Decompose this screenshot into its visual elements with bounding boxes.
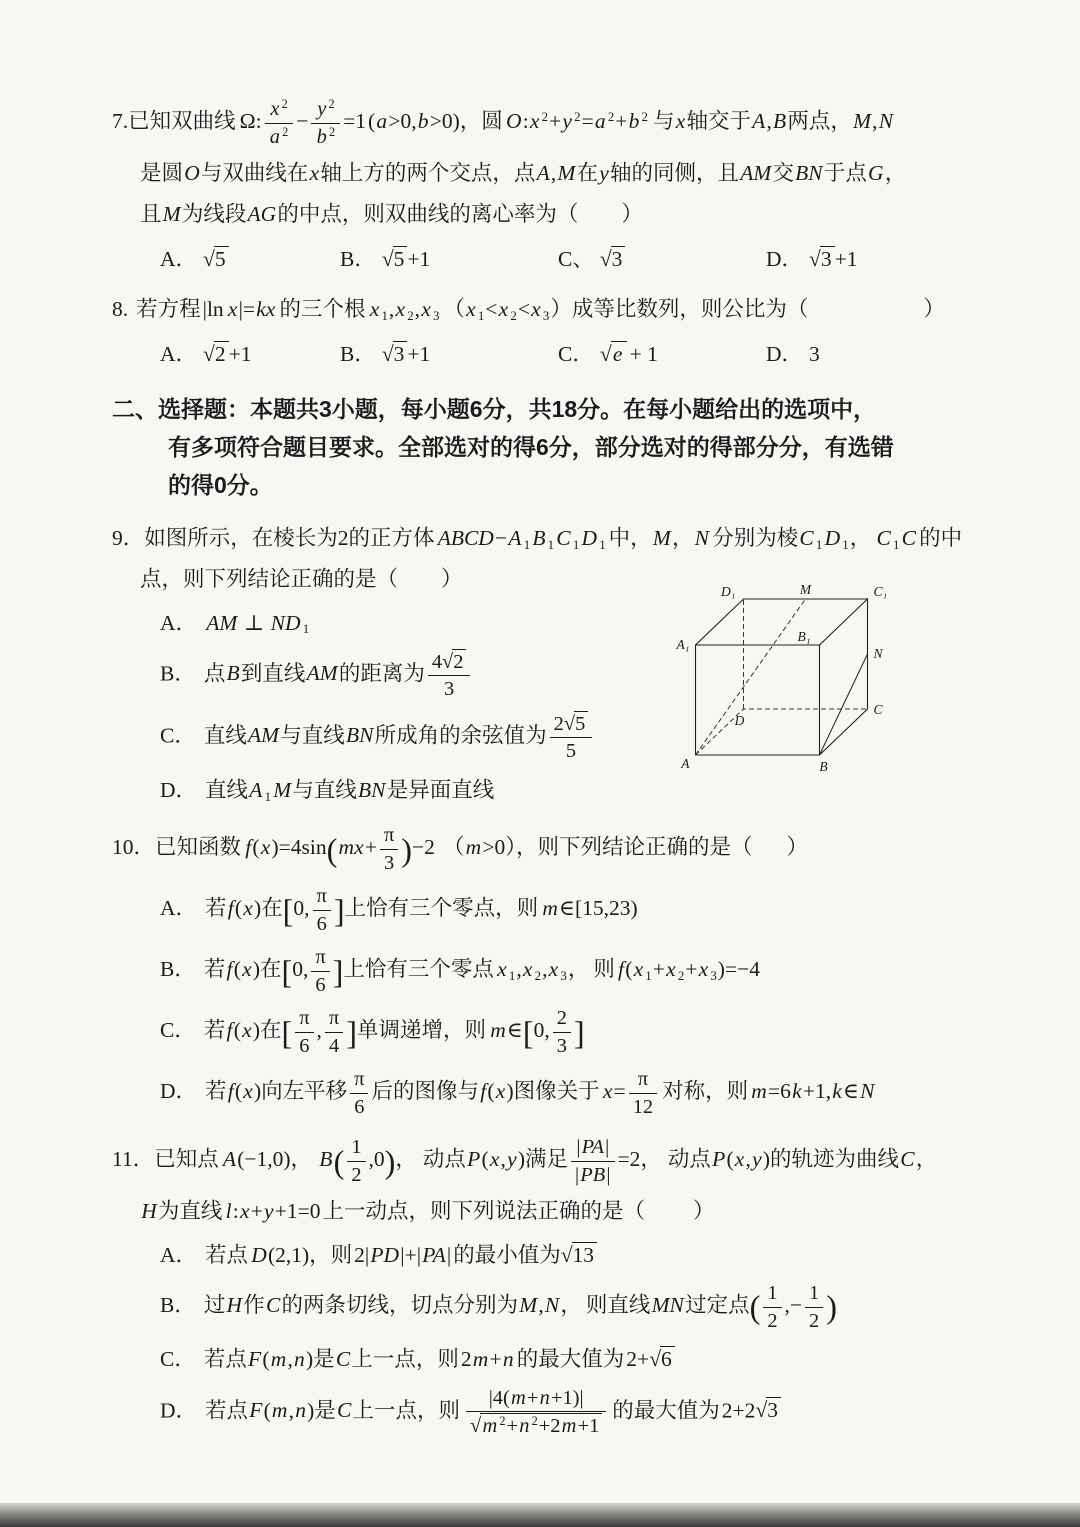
question-7	[112, 97, 980, 276]
q9-option-c: C． 直线AM与直线BN所成角的余弦值为 $\frac{2√5}{5}$	[160, 711, 980, 764]
q9-option-d: D． 直线A $_1$ M与直线BN是异面直线	[160, 777, 495, 804]
q7-option-a: A． √5	[160, 242, 340, 276]
q8-option-a: A． √2 +1	[160, 341, 252, 366]
q11-stem-line-1: 11．已知点 A(−1,0)， B( $\frac{1}{2}$ ,0)， 动点P(x,y)满足 $\frac{|PA|}{|PB|}$ =2， 动点P(x,y)的轨迹为曲线C，	[112, 1136, 938, 1186]
vertex-label-n: N	[873, 645, 883, 661]
question-11	[112, 1135, 980, 1438]
q8-option-c: C． √e + 1	[558, 341, 658, 366]
q7-option-c: C、 √3	[558, 242, 766, 276]
q8-options-row	[160, 337, 980, 371]
q10-option-d: D． 若f(x)向左平移 $\frac{\pi}{6}$ 后的图像与f(x)图像关于 x= $\frac{\pi}{12}$ 对称，则 m=6k+1,k∈N	[160, 1068, 875, 1118]
q7-stem-line-3: 且M为线段AG的中点，则双曲线的离心率为（ ）	[140, 202, 643, 227]
q8-stem-line-1: 8. 若方程|ln x|=kx 的三个根 x $_1$,x $_2$,x $_3$ （x $_1$<x $_2$<x $_3$）成等比数列，则公比为（ ）	[112, 297, 945, 324]
q7-option-b: B． √5 +1	[340, 246, 431, 271]
vertex-label-b: B	[819, 758, 828, 774]
q7-option-d: D． √3 +1	[766, 246, 858, 271]
vertex-label-m: M	[799, 582, 812, 597]
cube-figure	[675, 583, 890, 783]
q11-option-b: B． 过H作C的两条切线，切点分别为M,N， 则直线MN过定点( $\frac{1}{2}$ ,− $\frac{1}{2}$ )	[160, 1282, 837, 1332]
question-10	[112, 823, 980, 1119]
vertex-label-b1: B₁	[797, 628, 811, 644]
vertex-label-c1: C₁	[873, 583, 888, 599]
cube-diagonal-bn	[820, 654, 868, 755]
vertex-label-c: C	[873, 701, 883, 717]
q9-option-b: B． 点B到直线AM的距离为 $\frac{4√2}{3}$	[160, 649, 980, 702]
q7-options-row	[160, 242, 980, 276]
q11-option-c: C． 若点F(m,n)是C上一点，则2m+n 的最大值为2+√6	[160, 1342, 980, 1376]
q11-option-d: D． 若点F(m,n)是C上一点，则 $\frac{|4(m+n+1)|}{√m ^2+n ^2+2m+1}$ 的最大值为2+2√3	[160, 1386, 980, 1439]
q8-option-b: B． √3 +1	[340, 341, 431, 366]
q8-option-d: D． 3	[766, 341, 820, 366]
question-9	[112, 521, 980, 808]
vertex-label-d1: D₁	[721, 583, 736, 599]
section-2-header-line-2: 有多项符合题目要求。全部选对的得6分，部分选对的得部分分，有选错	[168, 433, 894, 460]
q9-option-a: A． AM ⊥ ND $_1$	[160, 610, 310, 637]
cube-edges-visible	[696, 599, 868, 755]
q11-option-a: A． 若点 D(2,1)，则2|PD|+|PA|的最小值为√13	[160, 1238, 980, 1272]
q10-stem-line-1: 10．已知函数 f(x)=4sin(mx+ $\frac{\pi}{3}$ )−2 （m>0），则下列结论正确的是（ ）	[112, 824, 808, 874]
vertex-label-a: A	[681, 755, 690, 771]
q10-option-b: B． 若f(x)在[0, $\frac{\pi}{6}$ ]上恰有三个零点 x $_1$,x $_2$,x $_3$， 则 f(x $_1$+x $_2$+x $_3$)=−4	[160, 946, 760, 996]
vertex-label-a1: A₁	[676, 636, 690, 652]
cube-edges-hidden	[696, 599, 868, 755]
section-2-header-line-3: 的得0分。	[168, 471, 273, 498]
q10-option-a: A． 若f(x)在[0, $\frac{\pi}{6}$ ]上恰有三个零点，则 m∈[15,23)	[160, 885, 638, 935]
q9-stem-line-2: 点，则下列结论正确的是（ ）	[140, 567, 463, 592]
scan-edge-shadow	[0, 1503, 1080, 1527]
question-8	[112, 292, 980, 371]
section-2-header-line-1: 二、选择题：本题共3小题，每小题6分，共18分。在每小题给出的选项中，	[112, 395, 877, 422]
q7-stem-line-2: 是圆O与双曲线在x轴上方的两个交点，点A,M在y轴的同侧，且AM交BN于点G，	[140, 161, 907, 185]
section-2-header	[112, 391, 980, 505]
q11-stem-line-2: H为直线 l:x+y+1=0上一动点，则下列说法正确的是（ ）	[141, 1199, 715, 1224]
vertex-label-d: D	[734, 712, 745, 728]
q10-option-c: C． 若f(x)在[ $\frac{\pi}{6}$ , $\frac{\pi}{4}$ ]单调递增，则 m∈[0, $\frac{2}{3}$ ]	[160, 1007, 585, 1057]
q7-stem-line-1: 7.已知双曲线 Ω: $\frac{x ^2}{a ^2}$ − $\frac{y ^2}{b ^2}$ =1(a>0,b>0)，圆 O:x $^2$+y $^2$=a $^2$+b $^2$ 与x轴交于A,B两点，M,N	[112, 97, 894, 148]
q9-stem-line-1: 9．如图所示，在棱长为2的正方体 ABCD−A $_1$ B $_1$ C $_1$ D $_1$ 中，M，N 分别为棱C $_1$ D $_1$， C $_1$ C 的中	[112, 525, 963, 552]
